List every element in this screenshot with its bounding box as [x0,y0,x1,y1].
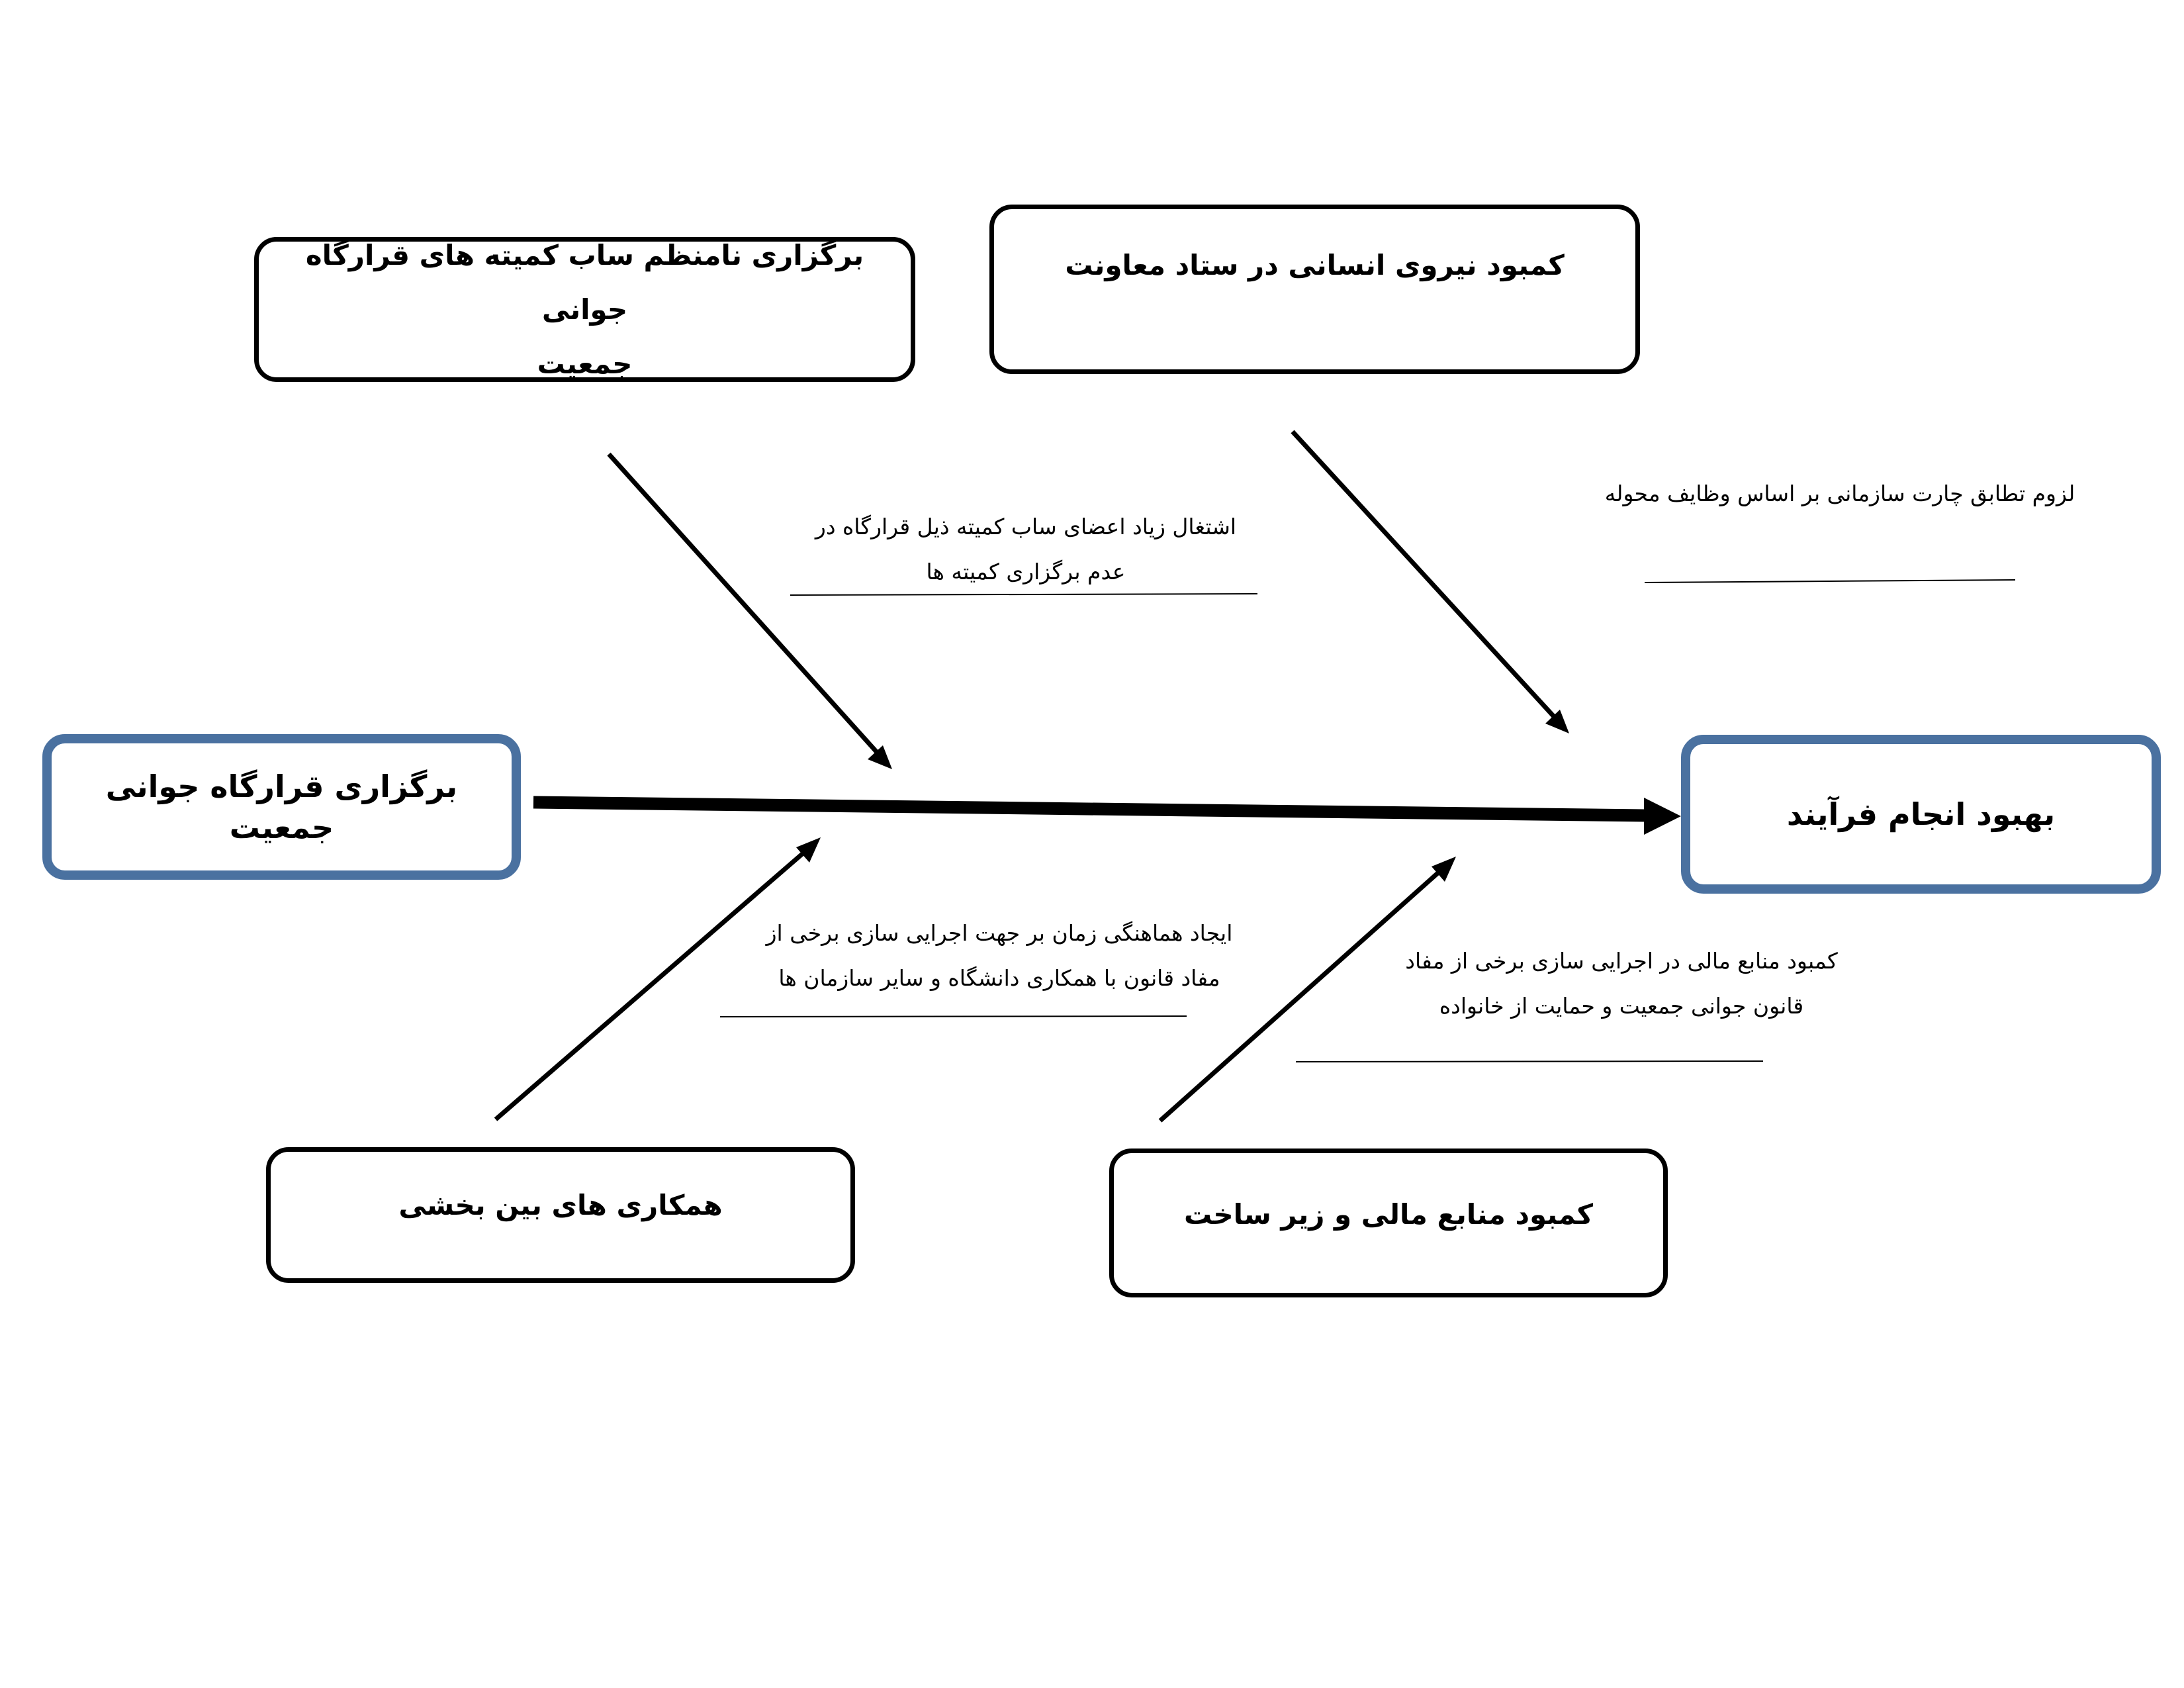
note-line: اشتغال زیاد اعضای ساب کمیته ذیل قرارگاه در [815,514,1237,539]
cause-box-staff-shortage [989,205,1640,374]
note-line: لزوم تطابق چارت سازمانی بر اساس وظایف محوله [1604,481,2075,506]
note-3-underline [720,1016,1187,1017]
cause-label-line: کمبود منابع مالی و زیر ساخت [1183,1198,1594,1231]
cause-box-irregular-subcommittees [254,237,915,382]
cause-label-line: جمعیت [537,347,633,380]
source-box-label: برگزاری قرارگاه جوانی جمعیت [105,769,458,845]
source-box [42,734,521,880]
cause-box-financial-resources [1109,1149,1668,1297]
note-4-underline [1296,1061,1763,1062]
cause-box-intersectoral-cooperation [266,1147,855,1283]
spine-line [533,802,1645,816]
spine-arrowhead [1644,798,1681,835]
note-member-workload [794,504,1257,594]
cause-label-line: کمبود نیروی انسانی در ستاد معاونت [1065,249,1565,281]
note-financial-implementation [1390,939,1853,1029]
cause-label-line: برگزاری نامنظم ساب کمیته های قرارگاه جوانی [305,238,864,326]
cause-box-staff-shortage-text [1065,238,1565,293]
cause-label-line: همکاری های بین بخشی [398,1189,723,1221]
note-line: کمبود منابع مالی در اجرایی سازی برخی از مفاد [1405,948,1838,974]
note-line: عدم برگزاری کمیته ها [926,559,1126,585]
note-coordination [761,911,1238,1001]
effect-box [1681,735,2161,894]
effect-box-label: بهبود انجام فرآیند [1786,796,2056,832]
note-line: ایجاد هماهنگی زمان بر جهت اجرایی سازی برخی از [766,920,1233,946]
cause-box-irregular-subcommittees-text [285,228,884,391]
note-line: مفاد قانون با همکاری دانشگاه و سایر سازمان ها [778,965,1220,991]
note-org-chart [1588,471,2091,516]
bone-bottom-left [496,851,806,1119]
cause-box-intersectoral-cooperation-text [398,1178,722,1233]
note-line: قانون جوانی جمعیت و حمایت از خانواده [1439,993,1804,1019]
cause-box-financial-resources-text [1184,1188,1593,1242]
bone-top-left [609,454,880,756]
bone-top-right [1293,432,1557,720]
note-2-underline [1645,580,2015,583]
